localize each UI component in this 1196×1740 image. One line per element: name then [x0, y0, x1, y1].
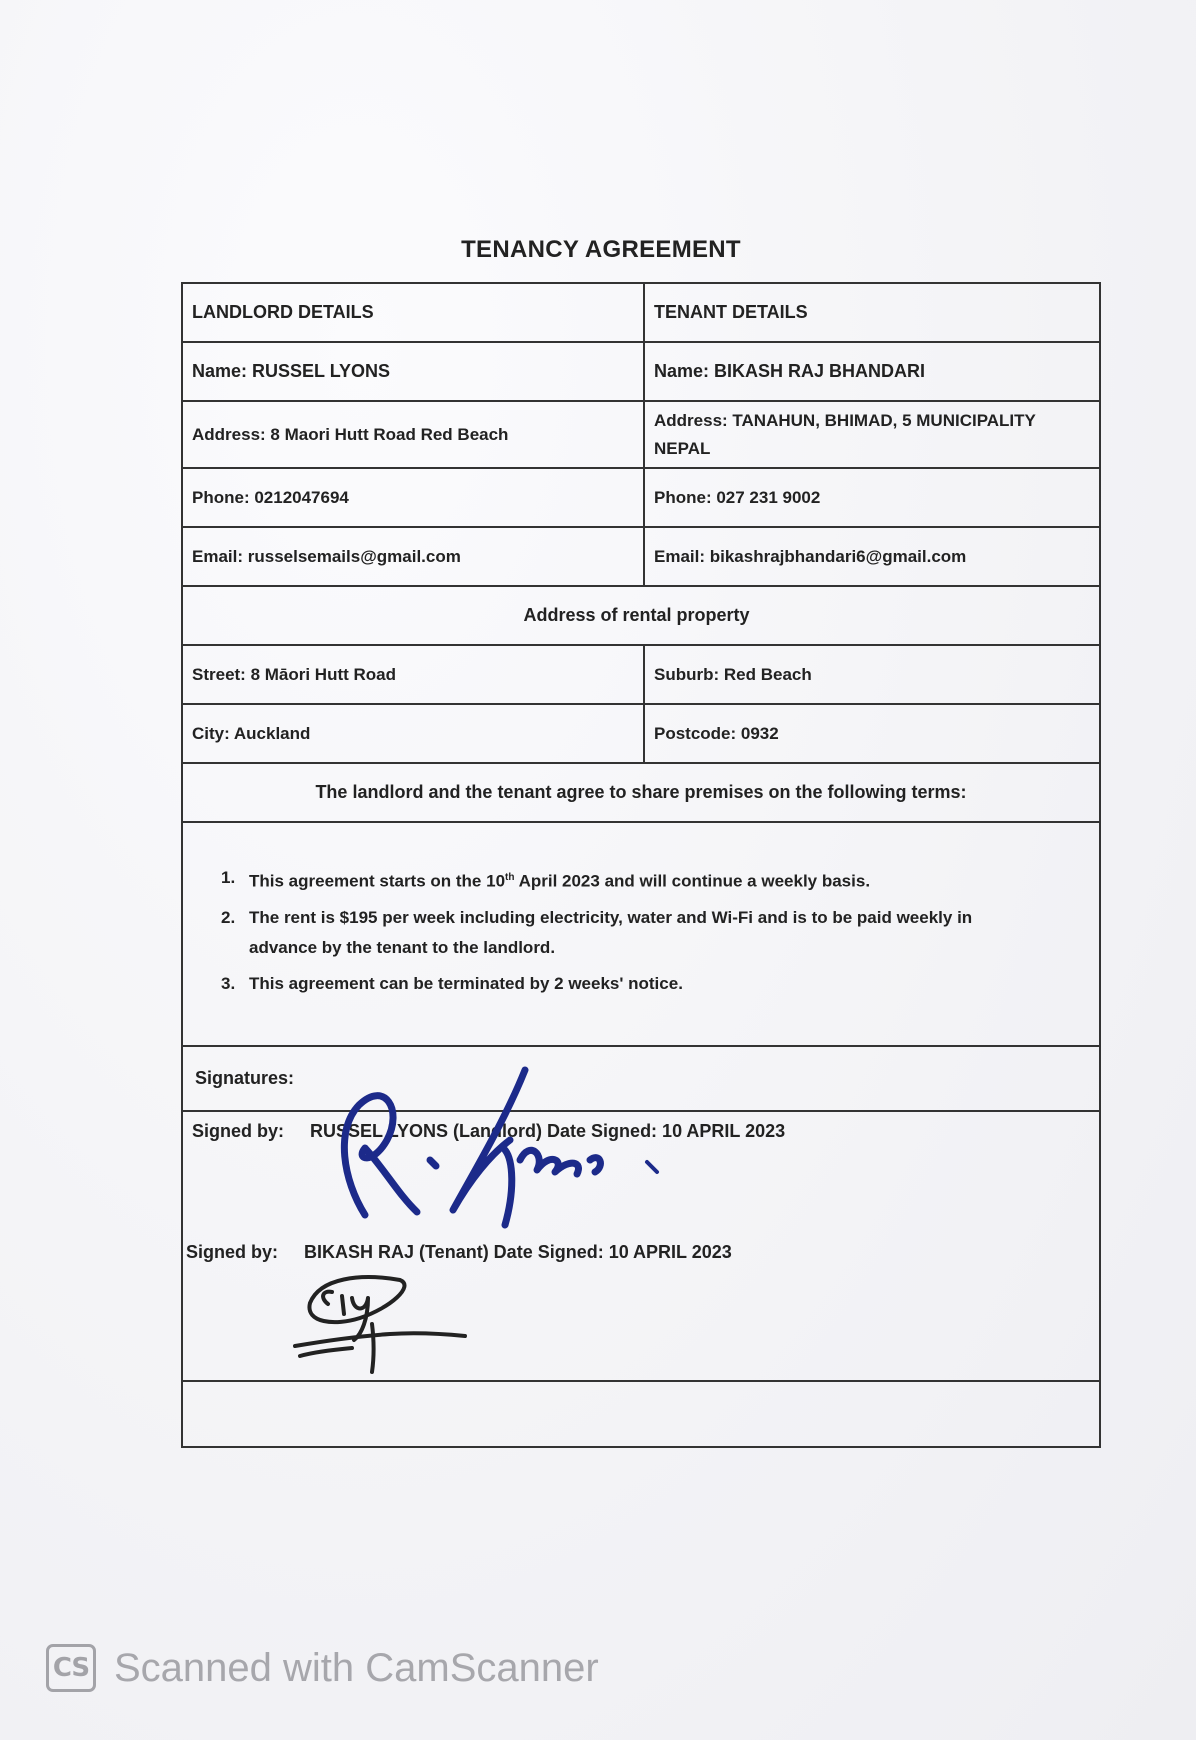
signed-by-label: Signed by:: [186, 1242, 279, 1262]
table-row: [183, 705, 1099, 764]
term-number: 1.: [221, 868, 236, 887]
tenant-phone: Phone: 027 231 9002: [654, 487, 821, 507]
tenant-heading: TENANT DETAILS: [654, 302, 808, 322]
property-postcode: Postcode: 0932: [654, 723, 779, 743]
tenant-address-line1: Address: TANAHUN, BHIMAD, 5 MUNICIPALITY: [654, 411, 1036, 430]
tenant-signature: [290, 1268, 470, 1378]
term-number: 3.: [221, 973, 236, 993]
table-row: [183, 343, 1099, 402]
list-item: [221, 863, 1009, 897]
list-item: [221, 969, 1009, 999]
empty-row: [183, 1382, 1099, 1446]
landlord-email: Email: russelsemails@gmail.com: [183, 528, 645, 585]
table-row: [183, 284, 1099, 343]
tenant-email: Email: bikashrajbhandari6@gmail.com: [654, 546, 967, 566]
table-row: [183, 823, 1099, 1047]
camscanner-logo: CS: [46, 1644, 96, 1692]
landlord-phone: Phone: 0212047694: [183, 469, 645, 526]
term-text-rest: April 2023 and will continue a weekly basis.: [514, 871, 871, 891]
table-row: [183, 469, 1099, 528]
camscanner-text: Scanned with CamScanner: [114, 1645, 599, 1690]
tenant-name: Name: BIKASH RAJ BHANDARI: [654, 361, 926, 381]
landlord-signature-details: RUSSEL LYONS (Landlord) Date Signed: 10 APRIL 2023: [310, 1121, 786, 1141]
term-text: This agreement can be terminated by 2 weeks' notice.: [249, 973, 683, 993]
table-row: [183, 528, 1099, 587]
property-heading: Address of rental property: [523, 605, 750, 625]
landlord-address: Address: 8 Maori Hutt Road Red Beach: [183, 402, 645, 467]
signatures-heading: Signatures:: [195, 1068, 295, 1088]
term-number: 2.: [221, 907, 236, 927]
terms-intro: The landlord and the tenant agree to share premises on the following terms:: [315, 782, 967, 802]
list-item: [221, 903, 1009, 963]
landlord-signature: [325, 1060, 685, 1250]
tenant-signature-details: BIKASH RAJ (Tenant) Date Signed: 10 APRIL 2023: [304, 1242, 732, 1262]
table-row: [183, 764, 1099, 823]
landlord-heading: LANDLORD DETAILS: [183, 284, 645, 341]
tenant-address: [645, 402, 1099, 467]
document-title: TENANCY AGREEMENT: [461, 236, 741, 263]
term-text: [249, 863, 1009, 897]
property-street: Street: 8 Māori Hutt Road: [183, 646, 645, 703]
term-text-main: This agreement starts on the 10: [249, 871, 506, 891]
camscanner-watermark: [46, 1644, 599, 1692]
tenant-address-line2: NEPAL: [654, 439, 711, 458]
landlord-name: Name: RUSSEL LYONS: [183, 343, 645, 400]
terms-list: [221, 863, 1009, 999]
property-suburb: Suburb: Red Beach: [654, 664, 812, 684]
table-row: [183, 587, 1099, 646]
term-text: The rent is $195 per week including electricity, water and Wi-Fi and is to be paid weekly in advance by the tenant to the landlord.: [249, 907, 973, 957]
terms-list-container: [183, 823, 1009, 1045]
table-row: [183, 646, 1099, 705]
table-row: [183, 402, 1099, 469]
term-superscript: th: [505, 872, 515, 883]
property-city: City: Auckland: [183, 705, 645, 762]
signed-by-label: Signed by:: [192, 1121, 285, 1141]
